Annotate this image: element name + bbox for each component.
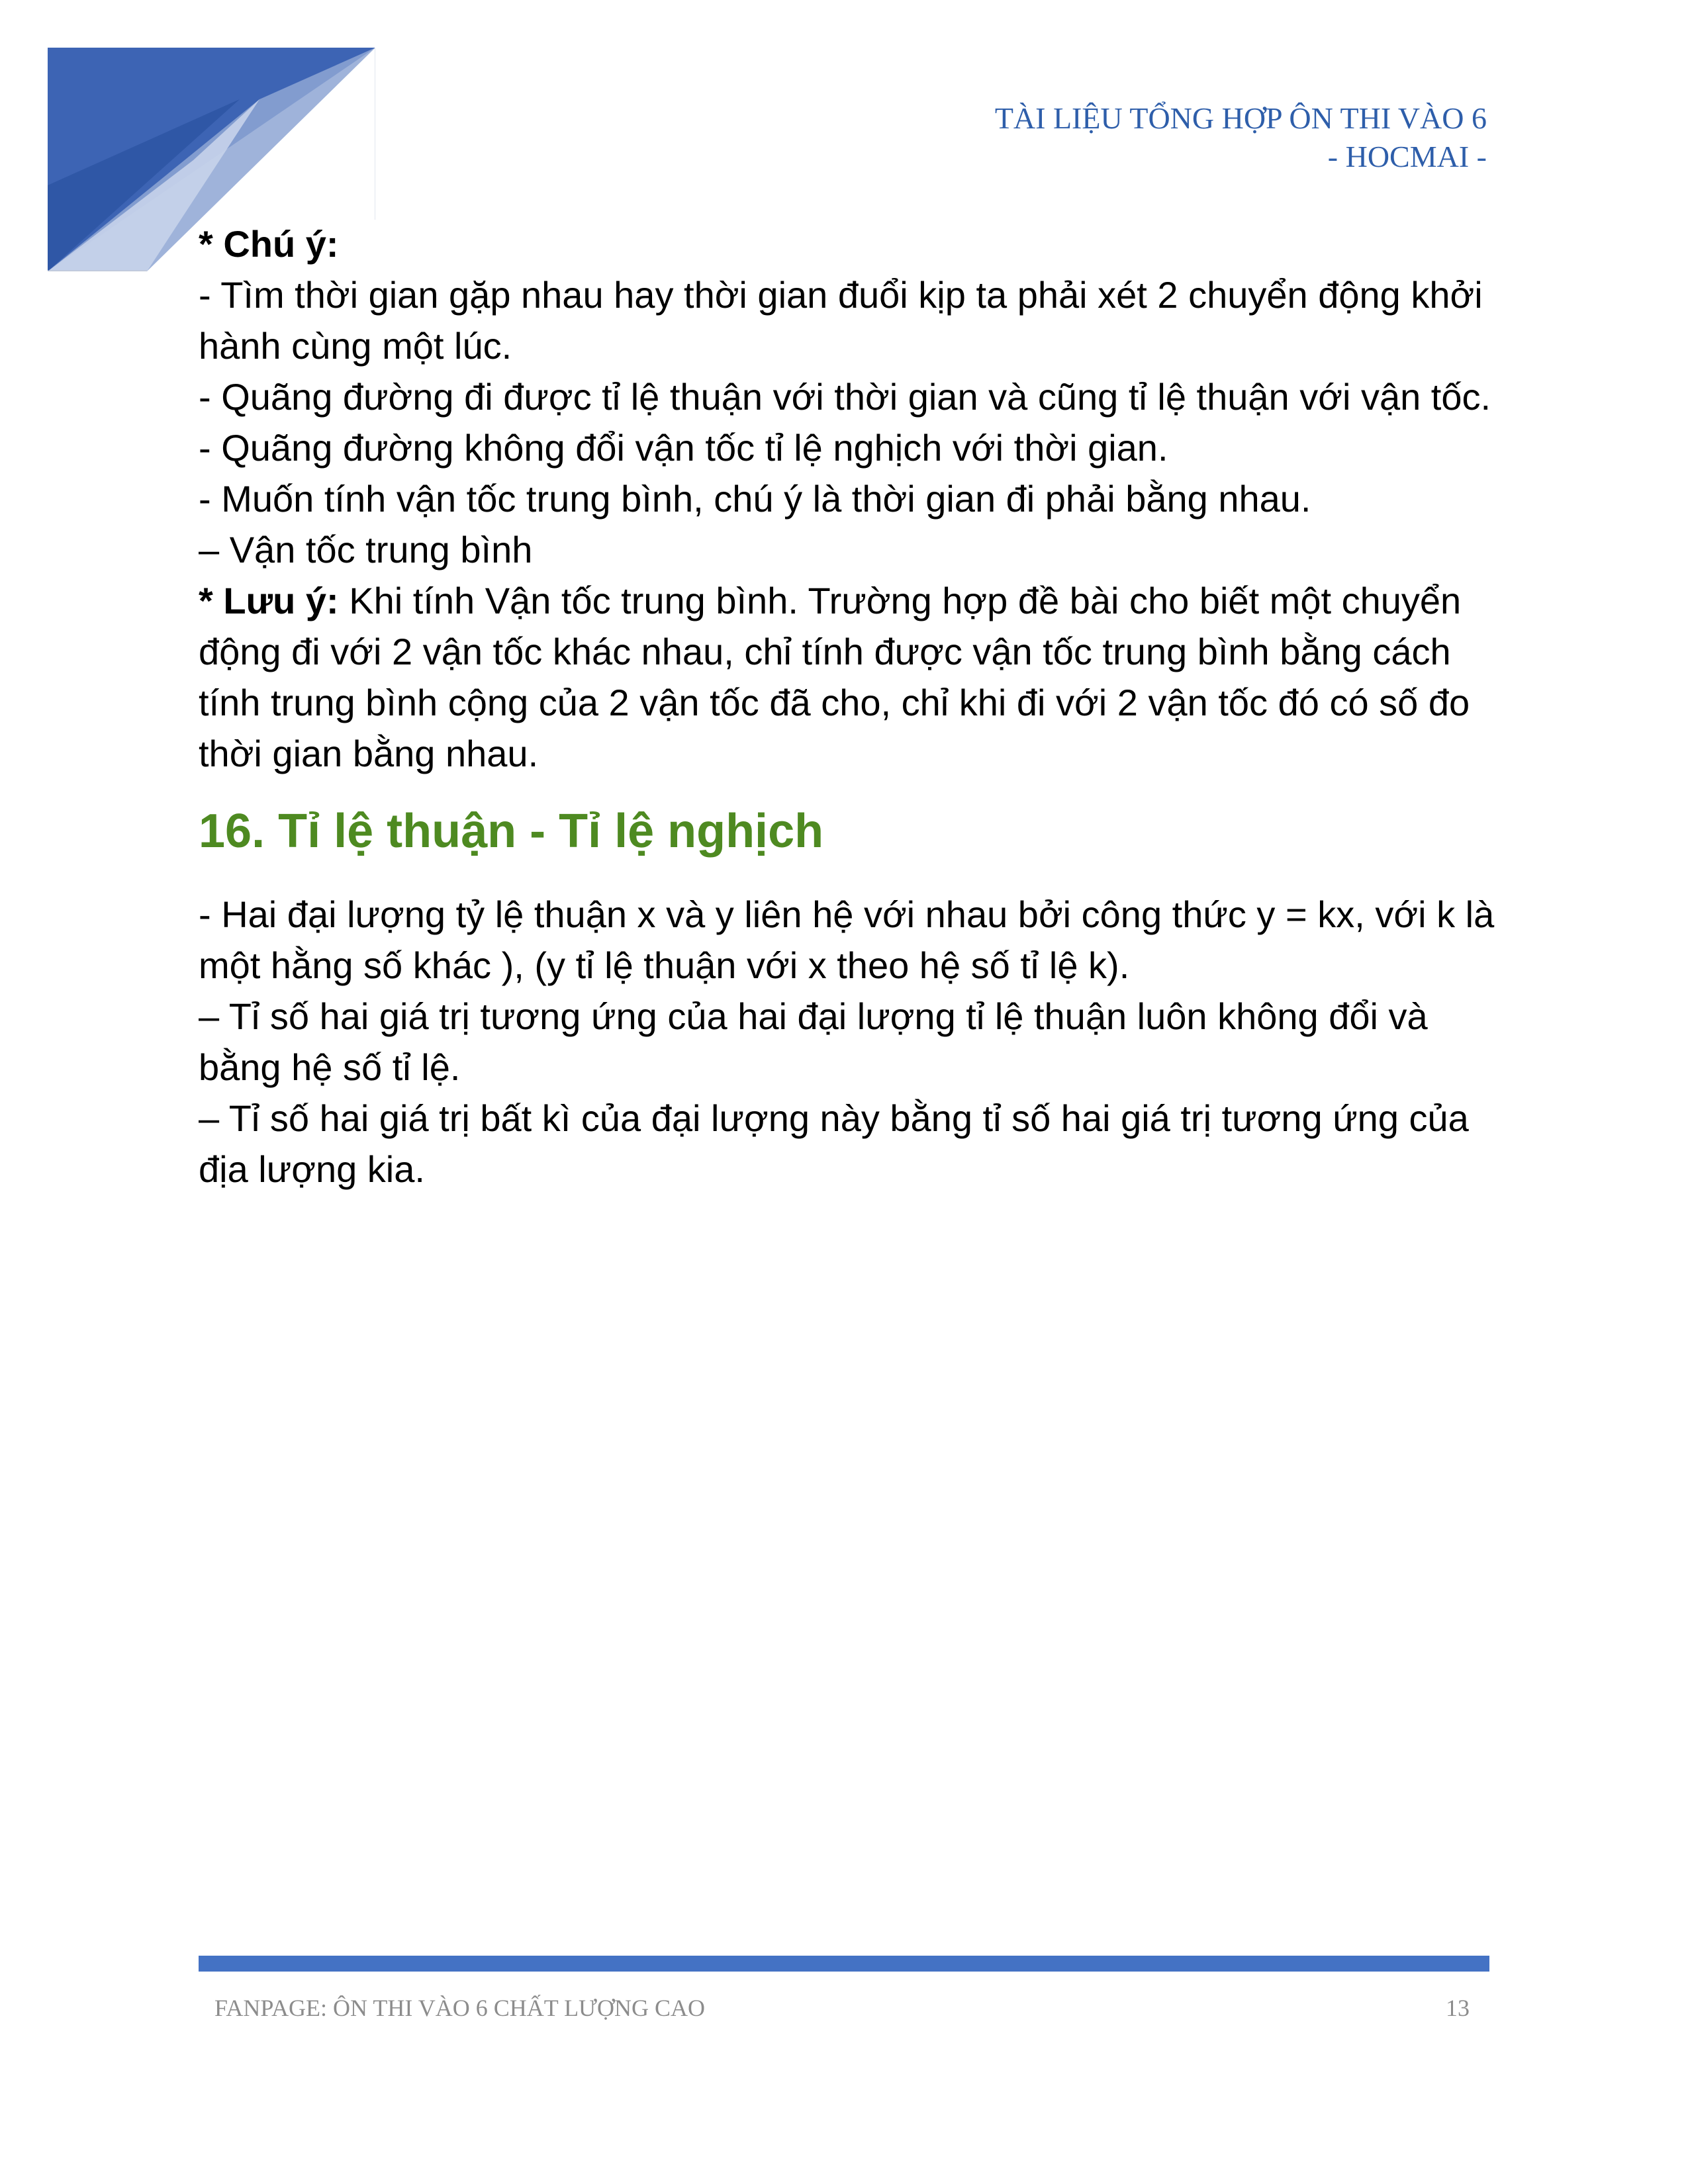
section-line: – Tỉ số hai giá trị bất kì của đại lượng này bằng tỉ số hai giá trị tương ứng của địa lượng kia.	[199, 1097, 1469, 1190]
notes-heading: * Chú ý:	[199, 223, 339, 265]
header-title: TÀI LIỆU TỔNG HỢP ÔN THI VÀO 6	[994, 101, 1487, 135]
header-subtitle: - HOCMAI -	[1327, 140, 1487, 173]
section-title: 16. Tỉ lệ thuận - Tỉ lệ nghịch	[199, 805, 824, 858]
footer-divider	[199, 1956, 1489, 1972]
notes-line: - Tìm thời gian gặp nhau hay thời gian đuổi kịp ta phải xét 2 chuyển động khởi hành cùng một lúc.	[199, 274, 1483, 367]
page-header	[995, 99, 1487, 176]
notes-remark	[199, 575, 1496, 779]
notes-line: - Quãng đường đi được tỉ lệ thuận với thời gian và cũng tỉ lệ thuận với vận tốc.	[199, 376, 1491, 418]
page-number: 13	[1446, 1995, 1470, 2021]
section-line: – Tỉ số hai giá trị tương ứng của hai đại lượng tỉ lệ thuận luôn không đổi và bằng hệ số tỉ lệ.	[199, 995, 1428, 1088]
remark-label: * Lưu ý:	[199, 580, 339, 621]
main-content	[199, 218, 1496, 1195]
remark-text: Khi tính Vận tốc trung bình. Trường hợp đề bài cho biết một chuyển động đi với 2 vận tốc khác nhau, chỉ tính được vận tốc trung bình bằng cách tính trung bình cộng của 2 vận tốc đã cho, chỉ khi đi với 2 vận tốc đó có số đo thời gian bằng nhau.	[199, 580, 1470, 774]
footer-fanpage: FANPAGE: ÔN THI VÀO 6 CHẤT LƯỢNG CAO	[214, 1995, 705, 2021]
notes-line: - Muốn tính vận tốc trung bình, chú ý là thời gian đi phải bằng nhau.	[199, 478, 1311, 520]
notes-line: – Vận tốc trung bình	[199, 529, 533, 570]
section-line: - Hai đại lượng tỷ lệ thuận x và y liên hệ với nhau bởi công thức y = kx, với k là một hằng số khác ), (y tỉ lệ thuận với x theo hệ số tỉ lệ k).	[199, 893, 1495, 986]
notes-line: - Quãng đường không đổi vận tốc tỉ lệ nghịch với thời gian.	[199, 427, 1168, 469]
